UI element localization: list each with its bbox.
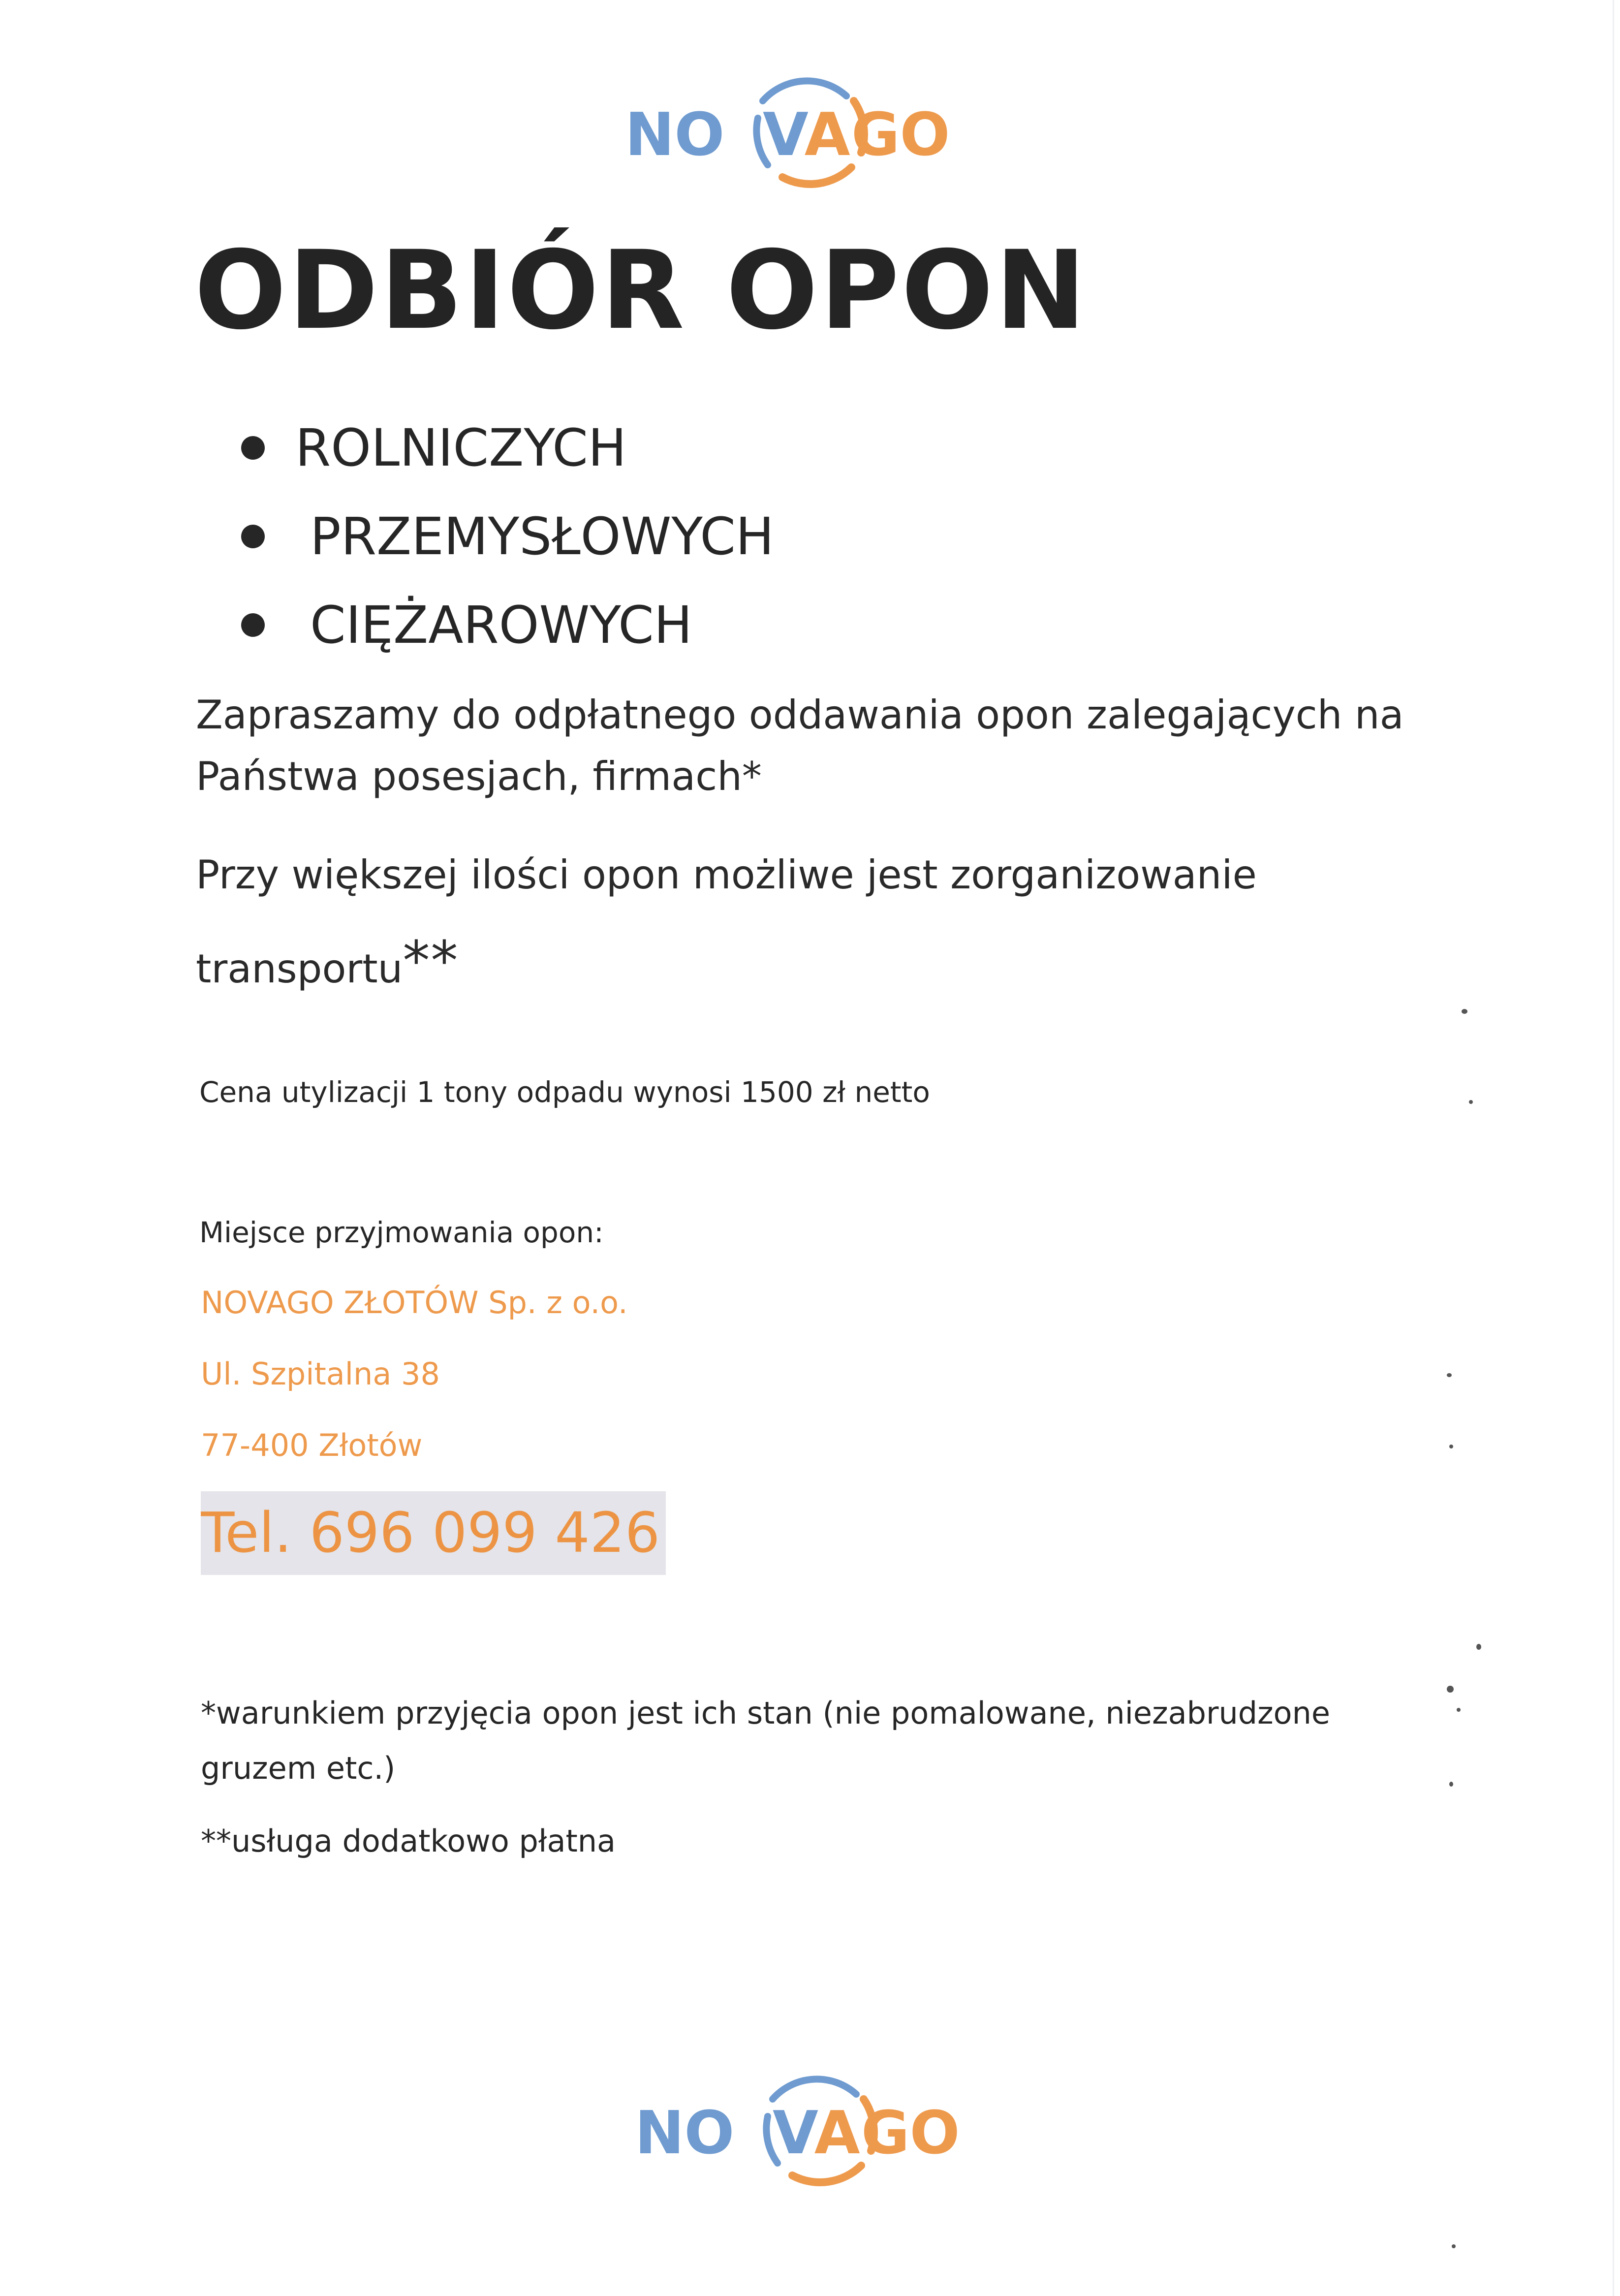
scan-speck <box>1449 1782 1453 1787</box>
transport-paragraph <box>196 832 1257 1012</box>
novago-logo-graphic <box>625 2052 979 2200</box>
footnote-extra-fee: **usługa dodatkowo płatna <box>201 1823 616 1859</box>
logo-text-va: VA <box>763 101 850 169</box>
transport-line-1: Przy większej ilości opon możliwe jest zorganizowanie <box>196 852 1257 898</box>
scan-speck <box>1457 1708 1461 1712</box>
list-item-label: CIĘŻAROWYCH <box>310 595 693 655</box>
logo-text-go: GO <box>861 2099 960 2168</box>
address-company: NOVAGO ZŁOTÓW Sp. z o.o. <box>201 1285 628 1321</box>
novago-logo-bottom <box>625 2052 979 2200</box>
scan-speck <box>1462 1009 1467 1014</box>
scan-speck <box>1447 1686 1454 1693</box>
page-title: ODBIÓR OPON <box>194 227 1088 353</box>
logo-text-no: NO <box>625 101 725 169</box>
logo-text-no: NO <box>635 2099 735 2168</box>
list-item <box>241 581 774 669</box>
intro-line-2: Państwa posesjach, firmach* <box>196 754 762 799</box>
scan-edge-line <box>1613 0 1614 2296</box>
scan-speck <box>1476 1644 1481 1650</box>
novago-logo-graphic <box>615 54 969 202</box>
transport-footnote-mark: ** <box>403 929 459 992</box>
bullet-icon <box>241 525 265 548</box>
address-street: Ul. Szpitalna 38 <box>201 1356 440 1392</box>
logo-text-va: VA <box>773 2099 860 2168</box>
logo-text-go: GO <box>851 101 950 169</box>
bullet-icon <box>241 436 265 460</box>
scan-speck <box>1449 1445 1453 1448</box>
intro-line-1: Zapraszamy do odpłatnego oddawania opon zalegających na <box>196 692 1404 738</box>
list-item <box>241 404 774 492</box>
scan-speck <box>1452 2244 1456 2248</box>
footnote-condition <box>201 1686 1330 1796</box>
intro-paragraph <box>196 684 1404 807</box>
footnote-condition-line-2: gruzem etc.) <box>201 1750 396 1786</box>
scan-speck <box>1469 1100 1473 1104</box>
scan-speck <box>1447 1373 1452 1377</box>
footnote-condition-line-1: *warunkiem przyjęcia opon jest ich stan (nie pomalowane, niezabrudzone <box>201 1695 1331 1731</box>
address-city: 77-400 Złotów <box>201 1427 423 1463</box>
tire-type-list <box>241 404 774 669</box>
list-item-label: ROLNICZYCH <box>295 418 627 478</box>
phone-number: Tel. 696 099 426 <box>201 1491 666 1575</box>
transport-line-2: transportu <box>196 946 403 992</box>
list-item-label: PRZEMYSŁOWYCH <box>310 506 775 566</box>
list-item <box>241 492 774 581</box>
bullet-icon <box>241 613 265 637</box>
novago-logo-top <box>615 54 969 202</box>
price-text: Cena utylizacji 1 tony odpadu wynosi 1500 zł netto <box>199 1075 930 1109</box>
place-label: Miejsce przyjmowania opon: <box>199 1216 604 1249</box>
